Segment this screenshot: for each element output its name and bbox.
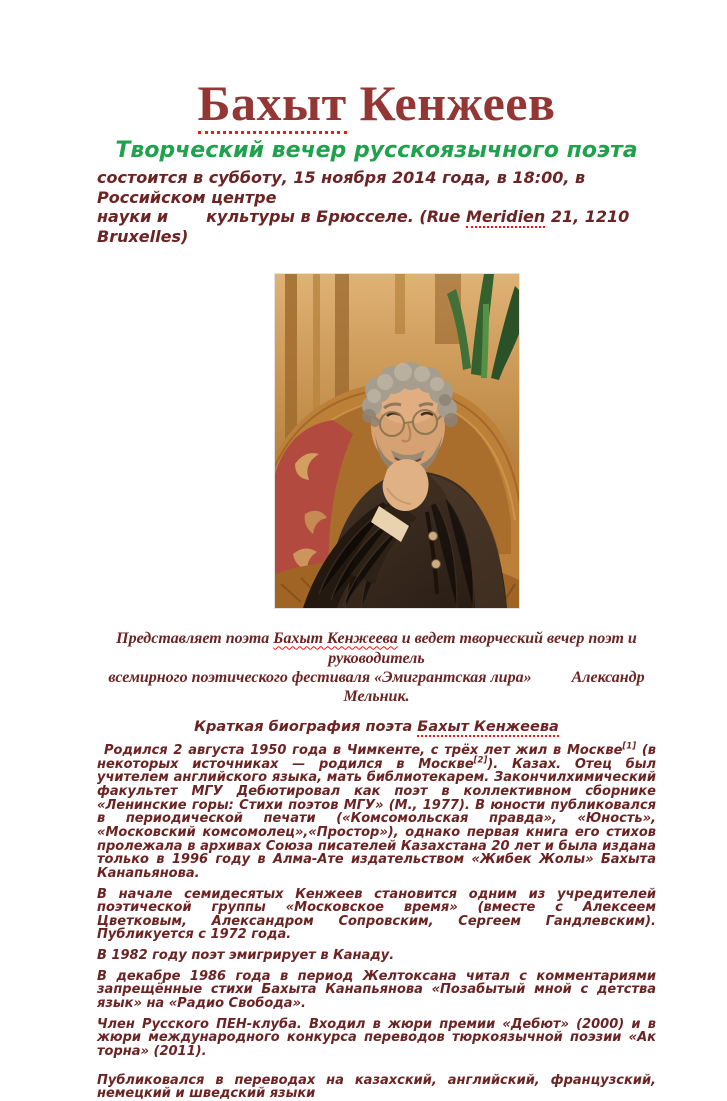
event-details-line2 xyxy=(97,207,656,246)
biography-text xyxy=(97,741,656,1101)
bio-p1-text: Родился 2 августа 1950 года в Чимкенте, с трёх лет жил в Москве xyxy=(104,743,623,759)
bio-paragraph-moscow-time: В начале семидесятых Кенжеев становится одним из учредителей поэтической группы «Московское время» (вместе с Алексеем Цветковым, Александром Сопровским, Сергеем Гандлевским). Публикуется с 1972 года. xyxy=(97,886,656,943)
event-details-line1: состоится в субботу, 15 ноября 2014 года, в 18:00, в Российском центре xyxy=(97,168,586,207)
event-subtitle: Творческий вечер русскоязычного поэта xyxy=(115,138,638,163)
street-name-misspelled: Meridien xyxy=(465,207,546,227)
presenter-line2-festival: всемирного поэтического фестиваля «Эмигрантская лира» xyxy=(108,668,532,686)
bio-paragraph-zheltoksan: В декабре 1986 года в период Желтоксана читал с комментариями запрещённые стихи Бахыта Канапьянова «Позабытый мной с детства язык» на «Радио Свобода». xyxy=(97,968,656,1011)
title-word-rest: Кенжеев xyxy=(346,75,556,131)
presenter-line1-start: Представляет поэта xyxy=(116,630,274,648)
bio-p1-text: ). Казах. Отец был учителем английского языка, мать библиотекарем. Закончилхимический факультет МГУ Дебютировал как поэт в коллективном сборнике «Ленинские горы: Стихи поэтов МГУ» (М., 1977). В юности публиковался в периодической печати («Комсомольская правда», «Юность», «Московский комсомолец»,«Простор»), однако первая книга его стихов пролежала в архивах Союза писателей Казахстана 20 лет и была издана только в 1996 году в Алма-Ате издательством «Жибек Жолы» Бахыта Канапьянова. xyxy=(97,756,656,881)
page-title xyxy=(97,75,656,131)
poet-portrait-photo xyxy=(274,273,520,609)
biography-heading-name-misspelled: Бахыт Кенжеева xyxy=(417,719,559,736)
title-word-misspelled: Бахыт xyxy=(198,75,347,134)
footnote-ref-1: [1] xyxy=(622,741,637,752)
presenter-name: Александр Мельник. xyxy=(343,668,645,705)
presenter-line2 xyxy=(97,668,656,706)
presenter-line1-end: и ведет творческий вечер поэт и руководитель xyxy=(328,630,637,667)
poet-portrait-illustration xyxy=(275,274,519,608)
biography-heading-start: Краткая биография поэта xyxy=(194,719,418,736)
biography-heading xyxy=(97,719,656,735)
footnote-ref-2: [2] xyxy=(473,755,488,766)
bio-paragraph-emigration: В 1982 году поэт эмигрирует в Канаду. xyxy=(97,948,395,964)
event-details-line2-mid: культуры в Брюсселе. (Rue xyxy=(206,207,466,227)
event-details-line2-start: науки и xyxy=(97,207,169,227)
presenter-paragraph xyxy=(97,629,656,706)
event-details xyxy=(97,168,656,246)
event-details-line2-end: 21, 1210 Bruxelles) xyxy=(97,207,630,246)
bio-p1-text: (в некоторых источниках — родился в Москве xyxy=(97,743,656,772)
presenter-line1 xyxy=(97,629,656,667)
poet-name-misspelled: Бахыт Кенжеева xyxy=(273,630,398,648)
bio-paragraph-pen-club: Член Русского ПЕН-клуба. Входил в жюри премии «Дебют» (2000) и в жюри международного конкурса переводов тюркоязычной поэзии «Ак торна» (2011). xyxy=(97,1016,656,1059)
bio-paragraph-birth xyxy=(97,741,656,881)
bio-paragraph-translations: Публиковался в переводах на казахский, английский, французский, немецкий и шведский языки xyxy=(97,1072,656,1101)
